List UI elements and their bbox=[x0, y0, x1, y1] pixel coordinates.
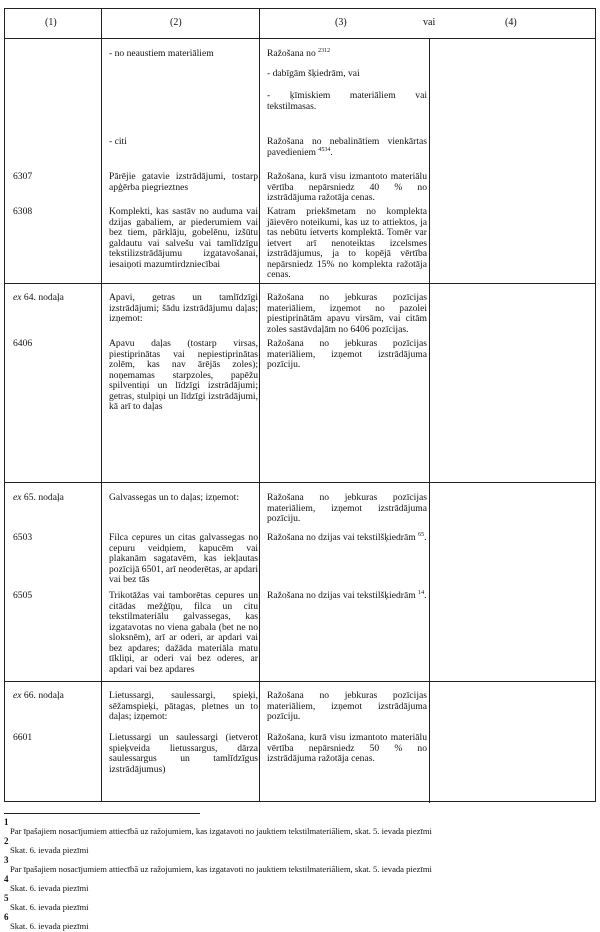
row-code: ex 64. nodaļa bbox=[13, 292, 64, 303]
rule-text: Ražošana no dzijas vai tekstilšķiedrām bbox=[267, 532, 416, 543]
footnote bbox=[4, 894, 89, 912]
row-code: 6307 bbox=[13, 171, 33, 182]
footnote-separator bbox=[4, 813, 200, 814]
row-code: 6308 bbox=[13, 206, 33, 217]
header-col2: (2) bbox=[170, 17, 182, 28]
footnote bbox=[4, 856, 432, 874]
footnote-number: 5 bbox=[4, 893, 9, 903]
column-divider bbox=[429, 39, 430, 803]
row-code: ex 66. nodaļa bbox=[13, 690, 64, 701]
row-rule bbox=[267, 533, 427, 544]
row-code: 6503 bbox=[13, 532, 33, 543]
footnote bbox=[4, 913, 89, 931]
footnote bbox=[4, 837, 89, 855]
rule-text: Ražošana no dzijas vai tekstilšķiedrām bbox=[267, 590, 416, 601]
header-divider bbox=[5, 38, 595, 39]
rule-text: . bbox=[424, 532, 427, 543]
footnote-ref: 14 bbox=[418, 589, 425, 596]
rule-text: . bbox=[330, 146, 333, 158]
header-col3: (3) bbox=[335, 17, 347, 28]
row-description: Apavi, getras un tamlīdzīgi izstrādājumi; šādu izstrādājumu daļas; izņemot: bbox=[109, 292, 258, 324]
footnote-ref: 65 bbox=[418, 531, 425, 538]
section-divider bbox=[5, 482, 595, 483]
row-rule: - ķīmiskiem materiāliem vai tekstilmasas. bbox=[267, 90, 427, 112]
footnote-text: Skat. 6. ievada piezīmi bbox=[10, 921, 89, 931]
row-code: 6505 bbox=[13, 590, 33, 601]
footnote-text: Skat. 6. ievada piezīmi bbox=[10, 845, 89, 855]
row-description: Pārējie gatavie izstrādājumi, tostarp apģērba piegrieztnes bbox=[109, 171, 258, 193]
row-rule bbox=[267, 49, 427, 60]
footnote-text: Skat. 6. ievada piezīmi bbox=[10, 902, 89, 912]
row-description: Lietussargi un saulessargi (ietverot spieķveida lietussargus, dārza saulessargus un tamlīdzīgus izstrādājumus) bbox=[109, 732, 258, 775]
footnote-ref: 2312 bbox=[318, 47, 331, 54]
row-rule: Ražošana no jebkuras pozīcijas materiāliem, izņemot izstrādājuma pozīciju. bbox=[267, 690, 427, 722]
row-code: 6601 bbox=[13, 732, 33, 743]
footnote-number: 4 bbox=[4, 874, 9, 884]
rule-text: Ražošana no nebalinātiem vienkārtas pavedieniem bbox=[267, 136, 427, 158]
header-col4: (4) bbox=[505, 17, 517, 28]
row-description: Galvassegas un to daļas; izņemot: bbox=[109, 492, 240, 503]
row-rule bbox=[267, 137, 427, 158]
row-description: - no neaustiem materiāliem bbox=[109, 48, 214, 59]
footnote bbox=[4, 818, 432, 836]
row-code: 6406 bbox=[13, 338, 33, 349]
column-divider bbox=[259, 9, 260, 801]
rule-text: . bbox=[424, 590, 427, 601]
row-description: Trikotāžas vai tamborētas cepures un citādas mežģīņu, filca un citu tekstilmateriālu galvassegas, kas izgatavotas no viena gabala (bet ne no sloksnēm), arī ar oderi, ar apdari vai bez apdares; dažāda materiāla matu tīkliņi, ar oderi vai bez oderes, ar apdari vai bez apdares bbox=[109, 590, 258, 675]
header-or: vai bbox=[423, 17, 436, 28]
row-description: - citi bbox=[109, 136, 127, 147]
footnote-ref: 4534 bbox=[318, 146, 331, 153]
row-code: ex 65. nodaļa bbox=[13, 492, 64, 503]
section-divider bbox=[5, 283, 595, 284]
footnote-number: 2 bbox=[4, 836, 9, 846]
row-rule: Ražošana no jebkuras pozīcijas materiāliem, izņemot no pazolei piestiprinātām apavu virsām, vai citām zoles sastāvdaļām no 6406 pozīcijas. bbox=[267, 292, 427, 335]
rules-table bbox=[4, 8, 596, 802]
footnote-text: Skat. 6. ievada piezīmi bbox=[10, 883, 89, 893]
rule-text: Ražošana no bbox=[267, 48, 316, 59]
row-description: Lietussargi, saulessargi, spieķi, sēžamspieķi, pātagas, pletnes un to daļas; izņemot: bbox=[109, 690, 258, 722]
footnote-text: Par īpašajiem nosacījumiem attiecībā uz ražojumiem, kas izgatavoti no jauktiem tekstilmateriāliem, skat. 5. ievada piezīmi bbox=[10, 864, 432, 874]
footnote-number: 1 bbox=[4, 817, 9, 827]
header-col1: (1) bbox=[45, 17, 57, 28]
footnote bbox=[4, 875, 89, 893]
row-rule: Ražošana no jebkuras pozīcijas materiāliem, izņemot izstrādājuma pozīciju. bbox=[267, 338, 427, 370]
footnote-number: 6 bbox=[4, 912, 9, 922]
row-description: Filca cepures un citas galvassegas no cepuru veidņiem, kapucēm vai plakanām sagatavēm, kas iekļautas pozīcijā 6501, arī neoderētas, ar apdari vai bez tās bbox=[109, 532, 258, 585]
row-rule: - dabīgām šķiedrām, vai bbox=[267, 68, 360, 79]
section-divider bbox=[5, 681, 595, 682]
column-divider bbox=[101, 9, 102, 801]
row-rule: Ražošana no jebkuras pozīcijas materiāliem, izņemot izstrādājuma pozīciju. bbox=[267, 492, 427, 524]
row-rule bbox=[267, 591, 427, 602]
row-description: Apavu daļas (tostarp virsas, piestiprinātas vai nepiestiprinātas zolēm, kas nav ārējās zoles); noņemamas starpzoles, papēžu spilventiņi un līdzīgi izstrādājumi; getras, stulpiņi un līdzīgi izstrādājumi, kā arī to daļas bbox=[109, 338, 258, 412]
row-rule: Ražošana, kurā visu izmantoto materiālu vērtība nepārsniedz 40 % no izstrādājuma ražotāja cenas. bbox=[267, 171, 427, 203]
row-rule: Katram priekšmetam no komplekta jāievēro noteikumi, kas uz to attiektos, ja tas nebūtu ietverts komplektā. Tomēr var ietvert arī nenoteiktas izcelsmes izstrādājumus, ja to kopējā vērtība nepārsniedz 15% no komplekta ražotāja cenas. bbox=[267, 206, 427, 280]
footnote-number: 3 bbox=[4, 855, 9, 865]
row-description: Komplekti, kas sastāv no auduma vai dzijas gabaliem, ar piederumiem vai bez tiem, pārklāju, gobelēnu, izšūtu galdautu vai salvešu vai tamlīdzīgu tekstilizstrādājumu izgatavošanai, iesaiņoti mazumtirdzniecībai bbox=[109, 206, 258, 270]
row-rule: Ražošana, kurā visu izmantoto materiālu vērtība nepārsniedz 50 % no izstrādājuma ražotāja cenas. bbox=[267, 732, 427, 764]
footnote-text: Par īpašajiem nosacījumiem attiecībā uz ražojumiem, kas izgatavoti no jauktiem tekstilmateriāliem, skat. 5. ievada piezīmi bbox=[10, 826, 432, 836]
